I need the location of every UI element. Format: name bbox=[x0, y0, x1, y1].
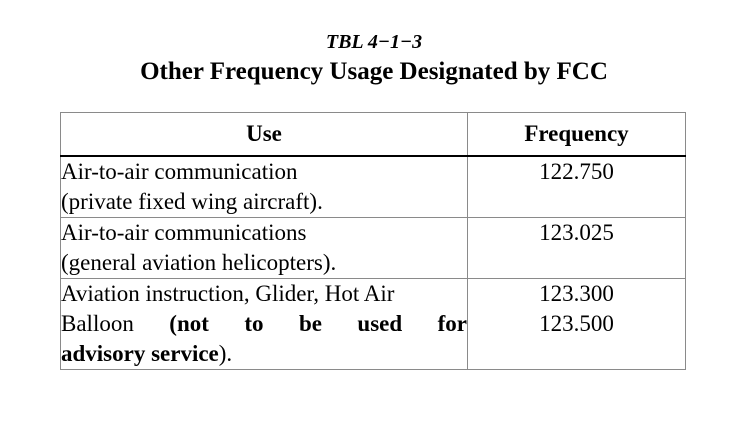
use-text-bold: not to be used for bbox=[176, 311, 467, 336]
table-row bbox=[61, 218, 686, 279]
use-text-line bbox=[61, 309, 467, 339]
frequency-cell bbox=[468, 156, 686, 218]
frequency-table bbox=[60, 112, 686, 370]
table-number: TBL 4−1−3 bbox=[325, 31, 423, 53]
frequency-value: 122.750 bbox=[539, 159, 614, 184]
header-use: Use bbox=[61, 113, 468, 157]
use-text-line: Air-to-air communications bbox=[61, 220, 307, 245]
frequency-value: 123.300 bbox=[539, 281, 614, 306]
use-text-paren: ( bbox=[169, 311, 177, 336]
use-text-line: (general aviation helicopters). bbox=[61, 250, 337, 275]
use-text-bold: advisory service bbox=[61, 341, 219, 366]
frequency-cell bbox=[468, 279, 686, 370]
table-row bbox=[61, 279, 686, 370]
table-title: Other Frequency Usage Designated by FCC bbox=[140, 58, 608, 85]
use-text-line bbox=[61, 339, 467, 369]
use-text-line: (private fixed wing aircraft). bbox=[61, 189, 323, 214]
header-frequency: Frequency bbox=[468, 113, 686, 157]
frequency-cell bbox=[468, 218, 686, 279]
use-cell bbox=[61, 218, 468, 279]
use-cell bbox=[61, 279, 468, 370]
use-text-plain: Balloon bbox=[61, 311, 170, 336]
header-row bbox=[61, 113, 686, 157]
table-row bbox=[61, 156, 686, 218]
frequency-value: 123.500 bbox=[539, 311, 614, 336]
use-text-line: Aviation instruction, Glider, Hot Air bbox=[61, 281, 395, 306]
use-text-plain: ). bbox=[218, 341, 233, 366]
frequency-value: 123.025 bbox=[539, 220, 614, 245]
use-text-line: Air-to-air communication bbox=[61, 159, 298, 184]
use-cell bbox=[61, 156, 468, 218]
